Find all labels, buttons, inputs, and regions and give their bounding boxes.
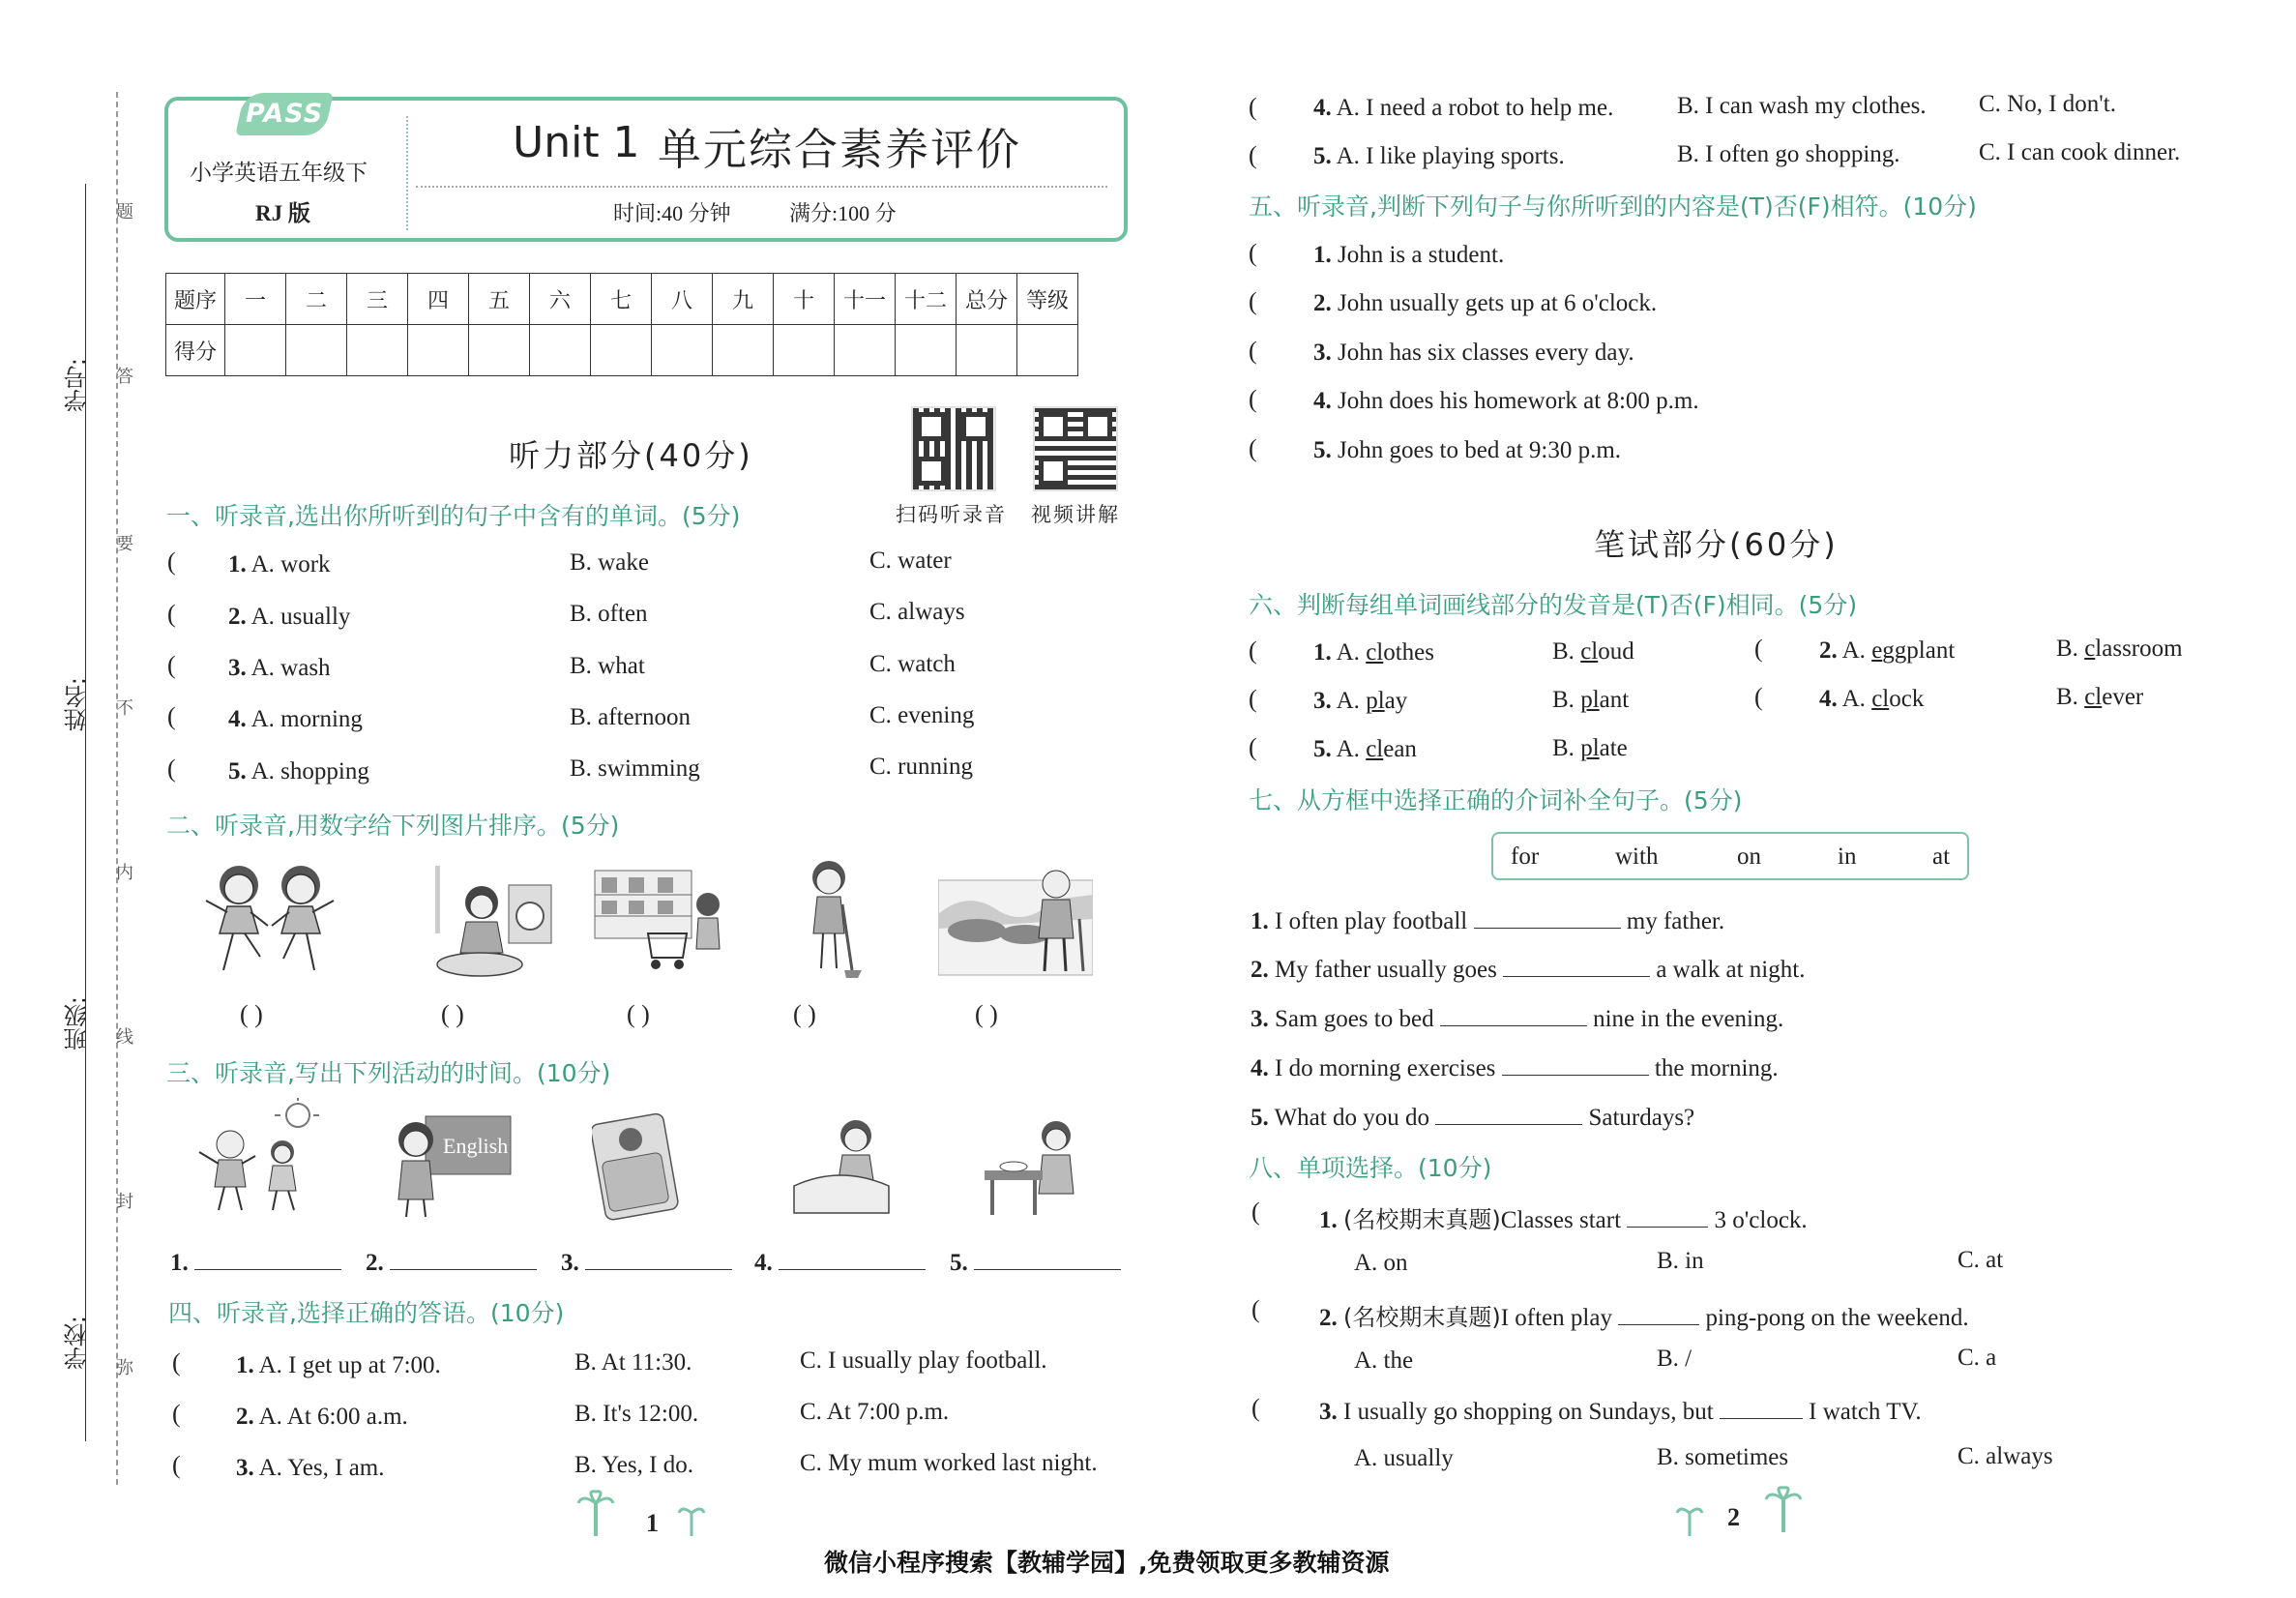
- option-a: A. wash: [250, 655, 331, 681]
- option-b: B. wake: [570, 549, 649, 576]
- seal-char: 不: [116, 698, 133, 719]
- table-cell: 一: [225, 274, 286, 325]
- score-input-cell[interactable]: [469, 325, 530, 376]
- palm-tree-icon: [1764, 1486, 1803, 1534]
- option-c: C. My mum worked last night.: [800, 1450, 1098, 1476]
- option-c: C. At 7:00 p.m.: [800, 1399, 950, 1425]
- question-number: 1. A. I get up at 7:00.: [236, 1352, 441, 1378]
- seal-char: 封: [116, 1192, 133, 1212]
- word-option: with: [1615, 843, 1659, 870]
- section1-title: 一、听录音,选出你所听到的句子中含有的单词。(5分): [166, 502, 741, 530]
- word-option: at: [1932, 843, 1951, 870]
- seal-char: 要: [116, 534, 133, 554]
- listening-heading: 听力部分(40分): [509, 437, 753, 474]
- name-label: 姓名:: [64, 677, 91, 732]
- answer-bracket[interactable]: (: [1754, 683, 1763, 711]
- table-cell: 三: [347, 274, 408, 325]
- score-input-cell[interactable]: [225, 325, 286, 376]
- time-answer-5[interactable]: 5.: [950, 1248, 1121, 1277]
- answer-bracket[interactable]: (: [167, 702, 176, 730]
- table-cell: 九: [713, 274, 774, 325]
- answer-bracket[interactable]: (: [1249, 287, 1257, 315]
- answer-bracket[interactable]: (: [167, 547, 176, 576]
- fill-sentence: 2. My father usually goes a walk at night.: [1251, 957, 1806, 983]
- option-a: A. I get up at 7:00.: [258, 1352, 441, 1378]
- phonics-item: 2. A. eggplant: [1819, 637, 1956, 664]
- qr-caption-audio: 扫码听录音: [896, 503, 1007, 526]
- word-option: in: [1838, 843, 1857, 870]
- option-a: A. morning: [250, 706, 363, 732]
- palm-tree-icon: [677, 1501, 706, 1538]
- answer-bracket[interactable]: (: [1251, 1295, 1260, 1323]
- palm-tree-icon: [1675, 1501, 1704, 1538]
- answer-blank[interactable]: [1474, 906, 1621, 929]
- answer-bracket[interactable]: (: [1249, 93, 1257, 121]
- mc-question: 3. I usually go shopping on Sundays, but I watch TV.: [1319, 1399, 1922, 1425]
- answer-blank[interactable]: [1627, 1205, 1708, 1228]
- option-c: C. running: [869, 754, 973, 780]
- order-bracket[interactable]: ( ): [793, 1000, 816, 1028]
- time-answer-1[interactable]: 1.: [170, 1248, 341, 1277]
- section5-title: 五、听录音,判断下列句子与你所听到的内容是(T)否(F)相符。(10分): [1249, 192, 1977, 221]
- score-input-cell[interactable]: [408, 325, 469, 376]
- answer-bracket[interactable]: (: [1249, 141, 1257, 169]
- series-name: 小学英语五年级下: [190, 161, 368, 185]
- option-b: B. It's 12:00.: [574, 1401, 699, 1427]
- order-bracket[interactable]: ( ): [627, 1000, 650, 1028]
- time-answer-4[interactable]: 4.: [754, 1248, 926, 1277]
- header-divider: [406, 116, 408, 230]
- fill-sentence: 1. I often play football my father.: [1251, 908, 1725, 934]
- seal-char: 答: [116, 367, 133, 387]
- option-a: A. Yes, I am.: [258, 1455, 385, 1481]
- school-label: 学校:: [64, 1316, 91, 1371]
- seal-char: 线: [116, 1027, 133, 1048]
- option-b: B. Yes, I do.: [574, 1452, 693, 1478]
- option-c: C. a: [1957, 1345, 1997, 1371]
- table-cell: 四: [408, 274, 469, 325]
- answer-bracket[interactable]: (: [1249, 239, 1257, 267]
- qr-code-audio[interactable]: [911, 406, 996, 491]
- score-input-cell[interactable]: [713, 325, 774, 376]
- fill-sentence: 3. Sam goes to bed nine in the evening.: [1251, 1006, 1784, 1032]
- answer-bracket[interactable]: (: [1249, 685, 1257, 713]
- phonics-item: 3. A. play: [1313, 688, 1408, 714]
- statement: 4. John does his homework at 8:00 p.m.: [1313, 388, 1699, 414]
- option-b: B. At 11:30.: [574, 1349, 692, 1376]
- section2-title: 二、听录音,用数字给下列图片排序。(5分): [166, 812, 620, 840]
- option-a: A. I need a robot to help me.: [1336, 95, 1614, 121]
- option-c: C. water: [869, 547, 952, 574]
- table-cell: 总分: [957, 274, 1017, 325]
- question-number: 5. A. I like playing sports.: [1313, 143, 1565, 169]
- order-bracket[interactable]: ( ): [240, 1000, 263, 1028]
- pass-logo-text: PASS: [246, 99, 324, 129]
- table-header: 题序: [166, 274, 225, 325]
- statement: 2. John usually gets up at 6 o'clock.: [1313, 290, 1658, 316]
- score-input-cell[interactable]: [957, 325, 1017, 376]
- exercise-picture: [191, 1098, 327, 1214]
- mc-question: 1. (名校期末真题)Classes start 3 o'clock.: [1319, 1206, 1808, 1233]
- section7-title: 七、从方框中选择正确的介词补全句子。(5分): [1249, 786, 1743, 814]
- option-c: C. always: [869, 599, 965, 625]
- phonics-option-b: B. cloud: [1552, 638, 1634, 665]
- option-a: A. usually: [250, 604, 351, 630]
- question-number: 3. A. Yes, I am.: [236, 1455, 385, 1481]
- table-cell: 十二: [896, 274, 957, 325]
- fill-sentence: 5. What do you do Saturdays?: [1251, 1105, 1695, 1131]
- answer-blank[interactable]: [1503, 955, 1650, 977]
- qr-caption-video: 视频讲解: [1031, 503, 1120, 526]
- option-b: B. what: [570, 653, 645, 679]
- edition: RJ 版: [255, 201, 310, 225]
- option-c: C. at: [1957, 1247, 2004, 1273]
- seal-char: 内: [116, 863, 133, 883]
- option-a: A. shopping: [250, 758, 369, 784]
- option-a: A. I like playing sports.: [1336, 143, 1565, 169]
- answer-bracket[interactable]: (: [172, 1451, 181, 1479]
- answer-bracket[interactable]: (: [167, 600, 176, 628]
- table-cell: 七: [591, 274, 652, 325]
- section6-title: 六、判断每组单词画线部分的发音是(T)否(F)相同。(5分): [1249, 591, 1858, 619]
- score-input-cell[interactable]: [530, 325, 591, 376]
- question-number: 4. A. I need a robot to help me.: [1313, 95, 1614, 121]
- time-info: 时间:40 分钟: [613, 201, 731, 225]
- answer-bracket[interactable]: (: [1249, 337, 1257, 365]
- time-answer-2[interactable]: 2.: [366, 1248, 537, 1277]
- option-b: B. in: [1657, 1248, 1704, 1274]
- option-b: B. I can wash my clothes.: [1677, 93, 1927, 119]
- fill-sentence: 4. I do morning exercises the morning.: [1251, 1055, 1779, 1081]
- option-c: C. I usually play football.: [800, 1347, 1047, 1374]
- word-option: on: [1737, 843, 1761, 870]
- statement: 1. John is a student.: [1313, 242, 1505, 268]
- seal-char: 题: [116, 202, 133, 222]
- score-input-cell[interactable]: [652, 325, 713, 376]
- question-number: 5. A. shopping: [228, 758, 369, 784]
- answer-bracket[interactable]: (: [172, 1400, 181, 1428]
- statement: 3. John has six classes every day.: [1313, 340, 1634, 366]
- answer-blank[interactable]: [1435, 1103, 1582, 1125]
- student-id-label: 学号:: [64, 358, 91, 413]
- section8-title: 八、单项选择。(10分): [1249, 1154, 1492, 1182]
- phonics-item: 1. A. clothes: [1313, 639, 1435, 666]
- option-c: C. No, I don't.: [1979, 91, 2117, 117]
- option-a: A. work: [250, 551, 331, 577]
- answer-bracket[interactable]: (: [1251, 1198, 1260, 1226]
- table-cell: 五: [469, 274, 530, 325]
- option-b: B. often: [570, 601, 648, 627]
- qr-code-video[interactable]: [1033, 406, 1118, 491]
- phonics-option-b: B. classroom: [2056, 636, 2183, 662]
- time-answer-3[interactable]: 3.: [561, 1248, 732, 1277]
- dancing-girls-picture: [198, 856, 343, 982]
- binding-dashed-line: [116, 92, 118, 1485]
- sleeping-picture: [592, 1112, 679, 1221]
- score-input-cell[interactable]: [774, 325, 835, 376]
- order-bracket[interactable]: ( ): [441, 1000, 464, 1028]
- dinner-picture: [979, 1112, 1085, 1219]
- option-b: B. afternoon: [570, 704, 691, 730]
- sweeping-picture: [788, 856, 875, 982]
- option-a: A. At 6:00 a.m.: [258, 1404, 408, 1430]
- answer-bracket[interactable]: (: [172, 1348, 181, 1376]
- option-b: B. swimming: [570, 755, 700, 782]
- class-label: 班级:: [64, 996, 91, 1051]
- option-b: B. /: [1657, 1346, 1693, 1372]
- washing-clothes-picture: [426, 856, 561, 982]
- section3-title: 三、听录音,写出下列活动的时间。(10分): [166, 1059, 611, 1087]
- walking-picture: [938, 861, 1093, 977]
- header-dotted-rule: [416, 186, 1107, 188]
- getting-up-picture: [788, 1112, 895, 1219]
- option-a: A. usually: [1354, 1445, 1454, 1471]
- answer-bracket[interactable]: (: [1249, 636, 1257, 665]
- seal-char: 弥: [116, 1358, 133, 1378]
- shopping-picture: [590, 866, 735, 972]
- table-cell: 十: [774, 274, 835, 325]
- table-cell: 二: [286, 274, 347, 325]
- option-c: C. watch: [869, 651, 956, 677]
- answer-blank[interactable]: [1440, 1004, 1587, 1026]
- phonics-item: 4. A. clock: [1819, 686, 1925, 712]
- option-c: C. always: [1957, 1443, 2053, 1469]
- answer-blank[interactable]: [1618, 1303, 1699, 1325]
- score-input-cell[interactable]: [1017, 325, 1078, 376]
- answer-bracket[interactable]: (: [1754, 635, 1763, 663]
- score-info: 满分:100 分: [789, 201, 897, 225]
- option-a: A. the: [1354, 1347, 1414, 1374]
- score-input-cell[interactable]: [591, 325, 652, 376]
- table-cell: 六: [530, 274, 591, 325]
- promo-banner: 微信小程序搜索【教辅学园】,免费领取更多教辅资源: [824, 1549, 1390, 1577]
- answer-bracket[interactable]: (: [1249, 385, 1257, 413]
- option-c: C. I can cook dinner.: [1979, 139, 2181, 165]
- palm-tree-icon: [576, 1490, 615, 1538]
- answer-blank[interactable]: [1720, 1397, 1803, 1419]
- page-number-2: 2: [1727, 1503, 1740, 1531]
- english-class-picture: [387, 1112, 513, 1219]
- unit-label: Unit 1: [513, 118, 640, 167]
- answer-blank[interactable]: [1502, 1053, 1649, 1076]
- word-box: [1491, 832, 1969, 880]
- phonics-option-b: B. plant: [1552, 687, 1630, 713]
- score-input-cell[interactable]: [896, 325, 957, 376]
- score-input-cell[interactable]: [835, 325, 896, 376]
- answer-bracket[interactable]: (: [1251, 1394, 1260, 1422]
- table-cell: 十一: [835, 274, 896, 325]
- section4-title: 四、听录音,选择正确的答语。(10分): [168, 1299, 565, 1327]
- question-number: 3. A. wash: [228, 655, 331, 681]
- score-table: [165, 273, 1078, 376]
- table-cell: 八: [652, 274, 713, 325]
- question-number: 1. A. work: [228, 551, 331, 577]
- page-title: 单元综合素养评价: [658, 124, 1022, 175]
- phonics-item: 5. A. clean: [1313, 736, 1417, 762]
- answer-bracket[interactable]: (: [1249, 733, 1257, 761]
- phonics-option-b: B. clever: [2056, 684, 2144, 710]
- order-bracket[interactable]: ( ): [975, 1000, 998, 1028]
- word-option: for: [1511, 843, 1540, 870]
- mc-question: 2. (名校期末真题)I often play ping-pong on the weekend.: [1319, 1304, 1969, 1331]
- answer-bracket[interactable]: (: [1249, 434, 1257, 462]
- table-header: 得分: [166, 325, 225, 376]
- table-cell: 等级: [1017, 274, 1078, 325]
- option-b: B. sometimes: [1657, 1444, 1789, 1470]
- phonics-option-b: B. plate: [1552, 735, 1628, 761]
- answer-bracket[interactable]: (: [167, 651, 176, 679]
- writing-heading: 笔试部分(60分): [1594, 526, 1839, 563]
- option-c: C. evening: [869, 702, 975, 728]
- statement: 5. John goes to bed at 9:30 p.m.: [1313, 437, 1622, 463]
- question-number: 2. A. usually: [228, 604, 351, 630]
- board-text: English: [443, 1134, 509, 1158]
- option-a: A. on: [1354, 1250, 1408, 1276]
- question-number: 2. A. At 6:00 a.m.: [236, 1404, 408, 1430]
- question-number: 4. A. morning: [228, 706, 363, 732]
- page-number-1: 1: [646, 1509, 659, 1537]
- score-input-cell[interactable]: [347, 325, 408, 376]
- score-input-cell[interactable]: [286, 325, 347, 376]
- option-b: B. I often go shopping.: [1677, 141, 1900, 167]
- answer-bracket[interactable]: (: [167, 755, 176, 783]
